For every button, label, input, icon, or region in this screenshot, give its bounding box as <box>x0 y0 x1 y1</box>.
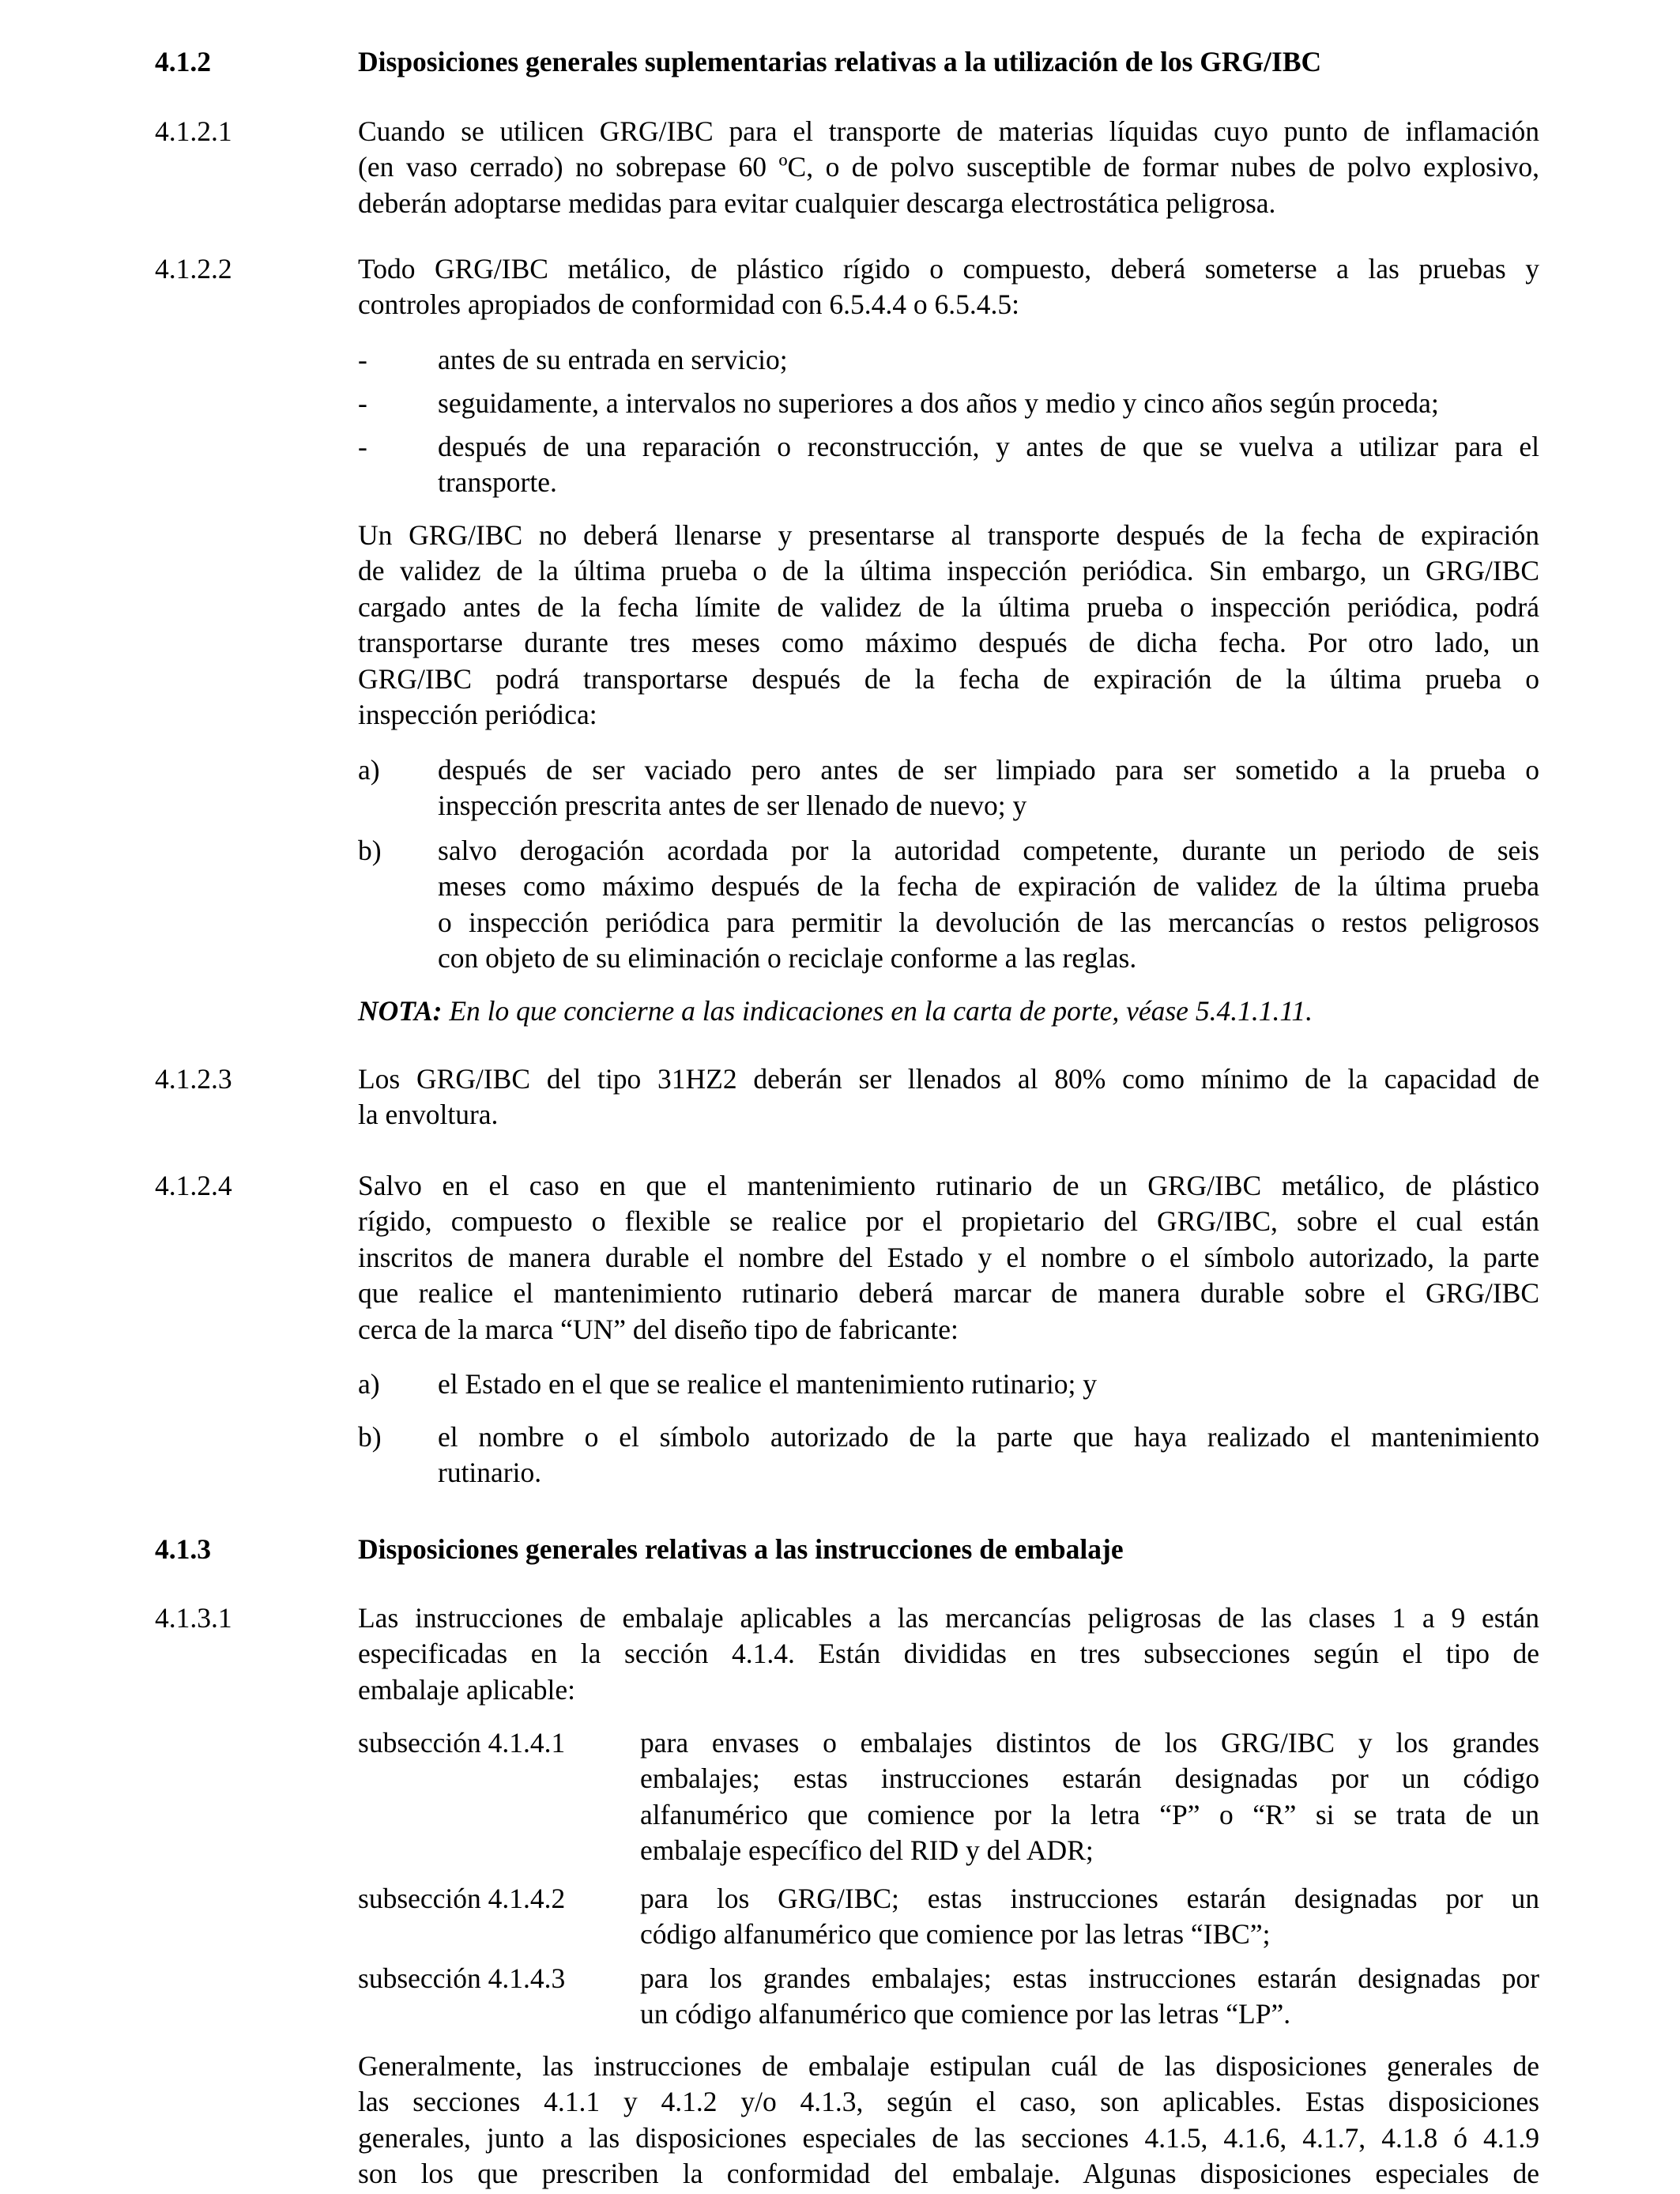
list-item-text: el Estado en el que se realice el mantenimiento rutinario; y <box>438 1368 1097 1400</box>
paragraph-text <box>358 2049 1539 2192</box>
subsection-label: subsección 4.1.4.2 <box>358 1883 566 1914</box>
paragraph-number: 4.1.2.2 <box>155 253 232 285</box>
text-line: embalaje específico del RID y del ADR; <box>640 1834 1094 1867</box>
note-text: En lo que concierne a las indicaciones en la carta de porte, véase 5.4.1.1.11. <box>442 995 1313 1027</box>
text-line: alfanumérico que comience por la letra “P” o “R” si se trata de un <box>640 1798 1539 1830</box>
paragraph-text <box>358 1600 1539 1708</box>
text-line: (en vaso cerrado) no sobrepase 60 ºC, o de polvo susceptible de formar nubes de polvo explosivo, <box>358 151 1539 183</box>
text-line: GRG/IBC podrá transportarse después de la fecha de expiración de la última prueba o <box>358 662 1539 695</box>
text-line: generales, junto a las disposiciones especiales de las secciones 4.1.5, 4.1.6, 4.1.7, 4.1.8 ó 4.1.9 <box>358 2121 1539 2154</box>
note <box>358 993 1539 1029</box>
text-line: para los GRG/IBC; estas instrucciones estarán designadas por un <box>640 1883 1539 1914</box>
list-item-text <box>438 1419 1539 1491</box>
paragraph-text <box>358 114 1539 221</box>
paragraph-text <box>358 518 1539 733</box>
text-line: Los GRG/IBC del tipo 31HZ2 deberán ser llenados al 80% como mínimo de la capacidad de <box>358 1063 1539 1095</box>
list-marker: b) <box>358 835 382 866</box>
text-line: Generalmente, las instrucciones de embalaje estipulan cuál de las disposiciones generales de <box>358 2050 1539 2082</box>
list-marker: - <box>358 431 367 462</box>
paragraph-text <box>358 251 1539 323</box>
text-line: son los que prescriben la conformidad del embalaje. Algunas disposiciones especiales de <box>358 2158 1539 2190</box>
text-line: transportarse durante tres meses como máximo después de dicha fecha. Por otro lado, un <box>358 627 1539 659</box>
list-item-text: seguidamente, a intervalos no superiores a dos años y medio y cinco años según proceda; <box>438 387 1439 419</box>
list-marker: - <box>358 344 367 375</box>
paragraph-number: 4.1.2.3 <box>155 1063 232 1095</box>
text-line: Todo GRG/IBC metálico, de plástico rígido o compuesto, deberá someterse a las pruebas y <box>358 253 1539 285</box>
text-line: Cuando se utilicen GRG/IBC para el transporte de materias líquidas cuyo punto de inflamación <box>358 115 1539 147</box>
text-line: embalaje aplicable: <box>358 1673 575 1706</box>
text-line: un código alfanumérico que comience por las letras “LP”. <box>640 1998 1291 2030</box>
text-line: salvo derogación acordada por la autoridad competente, durante un periodo de seis <box>438 835 1539 866</box>
text-line: el nombre o el símbolo autorizado de la parte que haya realizado el mantenimiento <box>438 1421 1539 1453</box>
list-item-text <box>438 752 1539 824</box>
text-line: que realice el mantenimiento rutinario deberá marcar de manera durable sobre el GRG/IBC <box>358 1277 1539 1310</box>
text-line: las secciones 4.1.1 y 4.1.2 y/o 4.1.3, según el caso, son aplicables. Estas disposiciones <box>358 2086 1539 2118</box>
paragraph-number: 4.1.2.1 <box>155 115 232 147</box>
text-line: inscritos de manera durable el nombre del Estado y el nombre o el símbolo autorizado, la parte <box>358 1241 1539 1273</box>
section-heading-4-1-3 <box>155 1532 1539 1568</box>
paragraph-4-1-2-4 <box>155 1168 1539 1500</box>
text-line: meses como máximo después de la fecha de expiración de validez de la última prueba <box>438 870 1539 903</box>
paragraph-number: 4.1.3.1 <box>155 1602 232 1634</box>
text-line: para envases o embalajes distintos de los GRG/IBC y los grandes <box>640 1727 1539 1759</box>
text-line: rígido, compuesto o flexible se realice por el propietario del GRG/IBC, sobre el cual están <box>358 1205 1539 1238</box>
subsection-description <box>640 1725 1539 1869</box>
section-number: 4.1.3 <box>155 1533 211 1565</box>
paragraph-4-1-2-3 <box>155 1061 1539 1134</box>
text-line: Un GRG/IBC no deberá llenarse y presentarse al transporte después de la fecha de expiración <box>358 519 1539 551</box>
text-line: inspección prescrita antes de ser llenado de nuevo; y <box>438 790 1027 822</box>
paragraph-4-1-2-1 <box>155 114 1539 224</box>
paragraph-text <box>358 1168 1539 1348</box>
text-line: la envoltura. <box>358 1099 499 1131</box>
list-marker: b) <box>358 1421 382 1453</box>
section-title: Disposiciones generales relativas a las instrucciones de embalaje <box>358 1533 1124 1565</box>
text-line: embalajes; estas instrucciones estarán designadas por un código <box>640 1762 1539 1795</box>
paragraph-4-1-2-2 <box>155 251 1539 1042</box>
text-line: código alfanumérico que comience por las letras “IBC”; <box>640 1918 1271 1951</box>
text-line: de validez de la última prueba o de la última inspección periódica. Sin embargo, un GRG/IBC <box>358 555 1539 587</box>
text-line: deberán adoptarse medidas para evitar cualquier descarga electrostática peligrosa. <box>358 187 1276 219</box>
text-line: transporte. <box>438 466 557 499</box>
text-line: cerca de la marca “UN” del diseño tipo de fabricante: <box>358 1313 959 1345</box>
text-line: controles apropiados de conformidad con 6.5.4.4 o 6.5.4.5: <box>358 288 1020 321</box>
paragraph-text <box>358 1061 1539 1133</box>
text-line: Las instrucciones de embalaje aplicables a las mercancías peligrosas de las clases 1 a 9 están <box>358 1602 1539 1634</box>
text-line: después de una reparación o reconstrucción, y antes de que se vuelva a utilizar para el <box>438 431 1539 462</box>
paragraph-4-1-3-1 <box>155 1600 1539 2190</box>
list-marker: - <box>358 387 367 419</box>
subsection-label: subsección 4.1.4.1 <box>358 1727 566 1759</box>
subsection-description <box>640 1961 1539 2033</box>
text-line: especificadas en la sección 4.1.4. Están divididas en tres subsecciones según el tipo de <box>358 1638 1539 1670</box>
text-line: después de ser vaciado pero antes de ser limpiado para ser sometido a la prueba o <box>438 754 1539 786</box>
section-title: Disposiciones generales suplementarias relativas a la utilización de los GRG/IBC <box>358 46 1322 77</box>
list-item-text: antes de su entrada en servicio; <box>438 344 788 375</box>
text-line: cargado antes de la fecha límite de validez de la última prueba o inspección periódica, podrá <box>358 590 1539 623</box>
list-marker: a) <box>358 754 380 786</box>
text-line: o inspección periódica para permitir la devolución de las mercancías o restos peligrosos <box>438 906 1539 938</box>
text-line: inspección periódica: <box>358 699 597 731</box>
list-marker: a) <box>358 1368 380 1400</box>
list-item-text <box>438 833 1539 977</box>
list-item-text <box>438 429 1539 501</box>
section-heading-4-1-2 <box>155 44 1539 81</box>
text-line: Salvo en el caso en que el mantenimiento rutinario de un GRG/IBC metálico, de plástico <box>358 1170 1539 1201</box>
note-label: NOTA: <box>358 995 443 1027</box>
text-line: rutinario. <box>438 1457 542 1489</box>
section-number: 4.1.2 <box>155 46 211 77</box>
subsection-label: subsección 4.1.4.3 <box>358 1962 566 1994</box>
text-line: para los grandes embalajes; estas instrucciones estarán designadas por <box>640 1962 1539 1994</box>
paragraph-number: 4.1.2.4 <box>155 1170 232 1201</box>
text-line: con objeto de su eliminación o reciclaje conforme a las reglas. <box>438 942 1137 974</box>
subsection-description <box>640 1881 1539 1953</box>
